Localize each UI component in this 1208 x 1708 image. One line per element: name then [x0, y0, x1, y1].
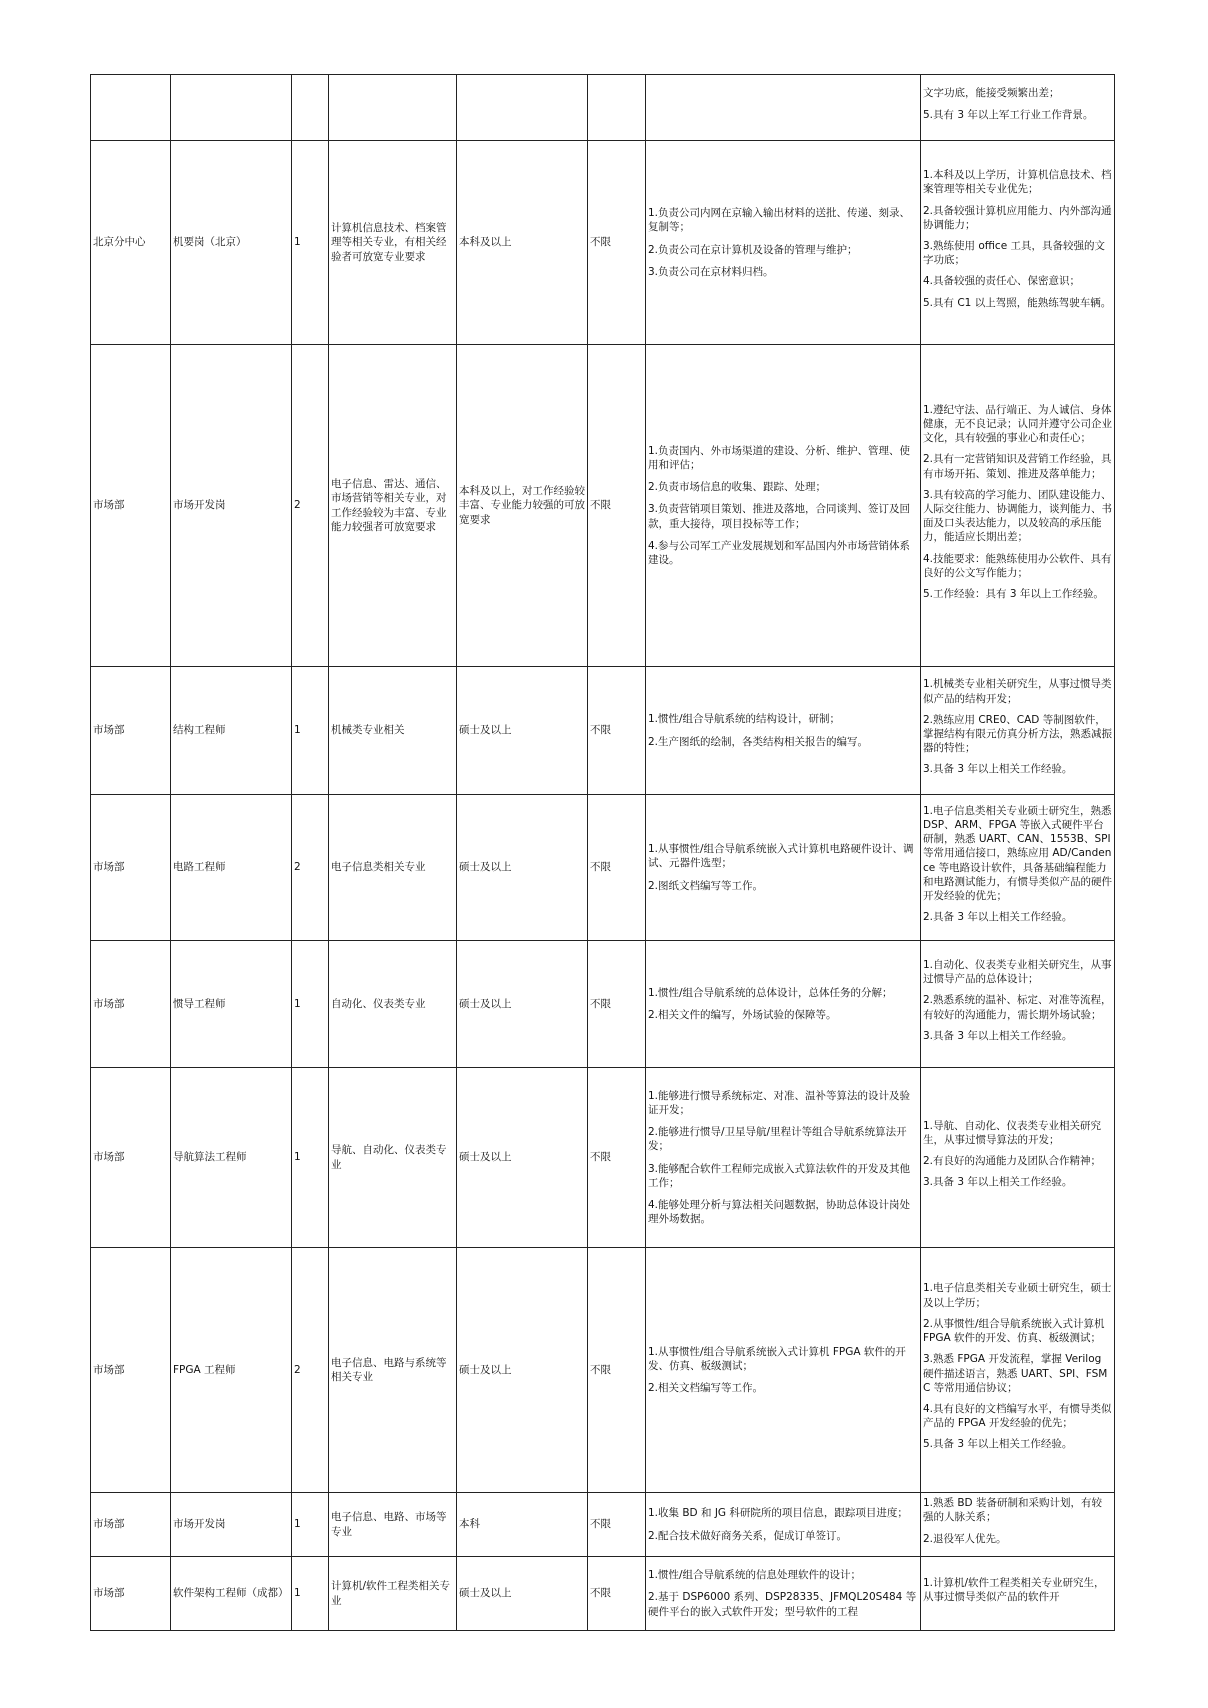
- requirements-cell: [921, 75, 1115, 141]
- requirement-item: 2.退役军人优先。: [923, 1532, 1007, 1545]
- requirement-item: 3.具备 3 年以上相关工作经验。: [923, 763, 1073, 776]
- position-cell: FPGA 工程师: [171, 1248, 292, 1493]
- requirement-item: 3.具有较高的学习能力、团队建设能力、人际交往能力、协调能力，谈判能力、书面及口头表达能力，以及较高的承压能力，能适应长期出差；: [923, 488, 1112, 544]
- requirement-item: 2.具备 3 年以上相关工作经验。: [923, 911, 1073, 924]
- requirement-item: 1.电子信息类相关专业硕士研究生，熟悉 DSP、ARM、FPGA 等嵌入式硬件平台研制，熟悉 UART、CAN、1553B、SPI 等常用通信接口，熟练应用 AD/Candence 等电路设计软件，具备基础编程能力和电路测试能力，有惯导类似产品的硬件开发经验的优先；: [923, 804, 1112, 902]
- duty-item: 1.惯性/组合导航系统的总体设计，总体任务的分解；: [648, 986, 893, 999]
- duty-item: 3.负责营销项目策划、推进及落地，合同谈判、签订及回款，重大接待，项目投标等工作；: [648, 503, 911, 530]
- headcount-cell: 1: [292, 141, 329, 345]
- duties-cell: [646, 345, 921, 667]
- education-cell: [457, 75, 588, 141]
- table-body: [91, 75, 1115, 1631]
- requirement-item: 5.工作经验：具有 3 年以上工作经验。: [923, 588, 1104, 601]
- table-row: [91, 1493, 1115, 1557]
- major-cell: 电子信息、雷达、通信、市场营销等相关专业，对工作经验较为丰富、专业能力较强者可放宽要求: [329, 345, 457, 667]
- table-row: [91, 1248, 1115, 1493]
- requirement-item: 1.遵纪守法、品行端正、为人诚信、身体健康，无不良记录；认同并遵守公司企业文化，具有较强的事业心和责任心；: [923, 403, 1112, 445]
- requirement-item: 4.技能要求：能熟练使用办公软件、具有良好的公文写作能力；: [923, 552, 1112, 579]
- duty-item: 1.负责公司内网在京输入输出材料的送批、传递、刻录、复制等；: [648, 207, 911, 234]
- requirement-item: 2.从事惯性/组合导航系统嵌入式计算机 FPGA 软件的开发、仿真、板级测试；: [923, 1317, 1105, 1345]
- major-cell: [329, 75, 457, 141]
- age-cell: [588, 75, 646, 141]
- table-row: [91, 141, 1115, 345]
- headcount-cell: [292, 75, 329, 141]
- requirements-cell: [921, 1557, 1115, 1631]
- age-cell: 不限: [588, 345, 646, 667]
- education-cell: 硕士及以上: [457, 1557, 588, 1631]
- requirements-cell: [921, 1248, 1115, 1493]
- requirement-item: 1.电子信息类相关专业硕士研究生，硕士及以上学历；: [923, 1282, 1112, 1309]
- position-cell: 结构工程师: [171, 667, 292, 795]
- duty-item: 1.负责国内、外市场渠道的建设、分析、维护、管理、使用和评估；: [648, 444, 911, 471]
- position-cell: 市场开发岗: [171, 1493, 292, 1557]
- table-row: [91, 345, 1115, 667]
- table-row: [91, 1557, 1115, 1631]
- requirement-item: 2.具有一定营销知识及营销工作经验，具有市场开拓、策划、推进及落单能力；: [923, 453, 1112, 480]
- requirement-item: 3.熟练使用 office 工具，具备较强的文字功底；: [923, 240, 1106, 267]
- duty-item: 1.从事惯性/组合导航系统嵌入式计算机电路硬件设计、调试、元器件选型；: [648, 843, 914, 870]
- duties-cell: [646, 1493, 921, 1557]
- age-cell: 不限: [588, 667, 646, 795]
- major-cell: 自动化、仪表类专业: [329, 941, 457, 1068]
- age-cell: 不限: [588, 141, 646, 345]
- duty-item: 2.能够进行惯导/卫星导航/里程计等组合导航系统算法开发；: [648, 1126, 907, 1153]
- headcount-cell: 2: [292, 795, 329, 941]
- table-row: [91, 667, 1115, 795]
- major-cell: 导航、自动化、仪表类专业: [329, 1068, 457, 1248]
- headcount-cell: 1: [292, 1557, 329, 1631]
- table-row: [91, 795, 1115, 941]
- requirements-cell: [921, 345, 1115, 667]
- position-cell: 电路工程师: [171, 795, 292, 941]
- requirement-item: 2.具备较强计算机应用能力、内外部沟通协调能力；: [923, 204, 1112, 231]
- requirement-item: 5.具有 C1 以上驾照，能熟练驾驶车辆。: [923, 296, 1112, 309]
- duty-item: 2.负责公司在京计算机及设备的管理与维护；: [648, 243, 858, 256]
- table-row: [91, 75, 1115, 141]
- requirement-item: 5.具有 3 年以上军工行业工作背景。: [923, 108, 1094, 121]
- duty-item: 2.相关文件的编写，外场试验的保障等。: [648, 1009, 837, 1021]
- requirements-cell: [921, 795, 1115, 941]
- education-cell: 硕士及以上: [457, 1068, 588, 1248]
- department-cell: [91, 75, 171, 141]
- duty-item: 3.能够配合软件工程师完成嵌入式算法软件的开发及其他工作；: [648, 1162, 911, 1189]
- requirements-cell: [921, 1493, 1115, 1557]
- education-cell: 本科: [457, 1493, 588, 1557]
- headcount-cell: 1: [292, 941, 329, 1068]
- duty-item: 1.能够进行惯导系统标定、对准、温补等算法的设计及验证开发；: [648, 1089, 911, 1116]
- duty-item: 1.从事惯性/组合导航系统嵌入式计算机 FPGA 软件的开发、仿真、板级测试；: [648, 1345, 906, 1372]
- department-cell: 市场部: [91, 1068, 171, 1248]
- education-cell: 本科及以上: [457, 141, 588, 345]
- department-cell: 北京分中心: [91, 141, 171, 345]
- major-cell: 电子信息、电路与系统等相关专业: [329, 1248, 457, 1493]
- requirement-item: 1.熟悉 BD 装备研制和采购计划，有较强的人脉关系；: [923, 1497, 1102, 1524]
- major-cell: 计算机/软件工程类相关专业: [329, 1557, 457, 1631]
- requirement-item: 2.熟悉系统的温补、标定、对准等流程，有较好的沟通能力，需长期外场试验；: [923, 994, 1112, 1021]
- age-cell: 不限: [588, 795, 646, 941]
- duties-cell: [646, 1248, 921, 1493]
- position-cell: 导航算法工程师: [171, 1068, 292, 1248]
- headcount-cell: 1: [292, 1068, 329, 1248]
- education-cell: 硕士及以上: [457, 941, 588, 1068]
- position-cell: 惯导工程师: [171, 941, 292, 1068]
- duty-item: 2.相关文档编写等工作。: [648, 1382, 764, 1395]
- requirements-cell: [921, 941, 1115, 1068]
- duty-item: 2.配合技术做好商务关系，促成订单签订。: [648, 1529, 848, 1542]
- major-cell: 电子信息类相关专业: [329, 795, 457, 941]
- duties-cell: [646, 75, 921, 141]
- major-cell: 机械类专业相关: [329, 667, 457, 795]
- duty-item: 4.参与公司军工产业发展规划和军品国内外市场营销体系建设。: [648, 539, 911, 566]
- requirements-cell: [921, 141, 1115, 345]
- department-cell: 市场部: [91, 345, 171, 667]
- requirements-cell: [921, 1068, 1115, 1248]
- department-cell: 市场部: [91, 1557, 171, 1631]
- requirement-item: 3.具备 3 年以上相关工作经验。: [923, 1029, 1073, 1042]
- duty-item: 2.生产图纸的绘制，各类结构相关报告的编写。: [648, 735, 869, 748]
- position-cell: 市场开发岗: [171, 345, 292, 667]
- recruitment-table: [90, 74, 1115, 1631]
- requirement-item: 3.具备 3 年以上相关工作经验。: [923, 1176, 1073, 1189]
- education-cell: 本科及以上，对工作经验较丰富、专业能力较强的可放宽要求: [457, 345, 588, 667]
- position-cell: 机要岗（北京）: [171, 141, 292, 345]
- requirement-item: 2.熟练应用 CRE0、CAD 等制图软件，掌握结构有限元仿真分析方法，熟悉减振器的特性；: [923, 713, 1112, 755]
- headcount-cell: 1: [292, 1493, 329, 1557]
- age-cell: 不限: [588, 1248, 646, 1493]
- age-cell: 不限: [588, 941, 646, 1068]
- duty-item: 1.惯性/组合导航系统的信息处理软件的设计；: [648, 1569, 862, 1582]
- department-cell: 市场部: [91, 795, 171, 941]
- department-cell: 市场部: [91, 1493, 171, 1557]
- headcount-cell: 2: [292, 345, 329, 667]
- duty-item: 2.图纸文档编写等工作。: [648, 879, 764, 892]
- table-row: [91, 941, 1115, 1068]
- duty-item: 4.能够处理分析与算法相关问题数据，协助总体设计岗处理外场数据。: [648, 1198, 911, 1226]
- requirement-item: 3.熟悉 FPGA 开发流程，掌握 Verilog 硬件描述语言，熟悉 UART、SPI、FSMC 等常用通信协议；: [923, 1353, 1108, 1394]
- requirement-item: 1.计算机/软件工程类相关专业研究生，从事过惯导类似产品的软件开: [923, 1576, 1105, 1603]
- education-cell: 硕士及以上: [457, 795, 588, 941]
- requirement-item: 文字功底，能接受频繁出差；: [923, 87, 1060, 100]
- age-cell: 不限: [588, 1493, 646, 1557]
- age-cell: 不限: [588, 1068, 646, 1248]
- position-cell: [171, 75, 292, 141]
- duty-item: 3.负责公司在京材料归档。: [648, 265, 774, 278]
- requirements-cell: [921, 667, 1115, 795]
- duties-cell: [646, 795, 921, 941]
- requirement-item: 1.机械类专业相关研究生，从事过惯导类似产品的结构开发；: [923, 678, 1112, 705]
- department-cell: 市场部: [91, 667, 171, 795]
- duties-cell: [646, 141, 921, 345]
- requirement-item: 1.本科及以上学历，计算机信息技术、档案管理等相关专业优先；: [923, 169, 1112, 196]
- requirement-item: 1.导航、自动化、仪表类专业相关研究生，从事过惯导算法的开发；: [923, 1119, 1102, 1146]
- department-cell: 市场部: [91, 941, 171, 1068]
- requirement-item: 4.具备较强的责任心、保密意识；: [923, 275, 1081, 288]
- age-cell: 不限: [588, 1557, 646, 1631]
- major-cell: 电子信息、电路、市场等专业: [329, 1493, 457, 1557]
- table-row: [91, 1068, 1115, 1248]
- major-cell: 计算机信息技术、档案管理等相关专业，有相关经验者可放宽专业要求: [329, 141, 457, 345]
- department-cell: 市场部: [91, 1248, 171, 1493]
- duties-cell: [646, 941, 921, 1068]
- requirement-item: 2.有良好的沟通能力及团队合作精神；: [923, 1155, 1102, 1167]
- duty-item: 1.惯性/组合导航系统的结构设计，研制；: [648, 713, 841, 726]
- duties-cell: [646, 1557, 921, 1631]
- duty-item: 2.负责市场信息的收集、跟踪、处理；: [648, 481, 827, 494]
- requirement-item: 1.自动化、仪表类专业相关研究生，从事过惯导产品的总体设计；: [923, 958, 1112, 986]
- headcount-cell: 2: [292, 1248, 329, 1493]
- duties-cell: [646, 667, 921, 795]
- headcount-cell: 1: [292, 667, 329, 795]
- duty-item: 2.基于 DSP6000 系列、DSP28335、JFMQL20S484 等硬件平台的嵌入式软件开发；型号软件的工程: [648, 1591, 917, 1618]
- education-cell: 硕士及以上: [457, 1248, 588, 1493]
- position-cell: 软件架构工程师（成都）: [171, 1557, 292, 1631]
- duties-cell: [646, 1068, 921, 1248]
- duty-item: 1.收集 BD 和 JG 科研院所的项目信息，跟踪项目进度；: [648, 1507, 908, 1520]
- requirement-item: 4.具有良好的文档编写水平，有惯导类似产品的 FPGA 开发经验的优先；: [923, 1402, 1112, 1430]
- education-cell: 硕士及以上: [457, 667, 588, 795]
- requirement-item: 5.具备 3 年以上相关工作经验。: [923, 1438, 1073, 1451]
